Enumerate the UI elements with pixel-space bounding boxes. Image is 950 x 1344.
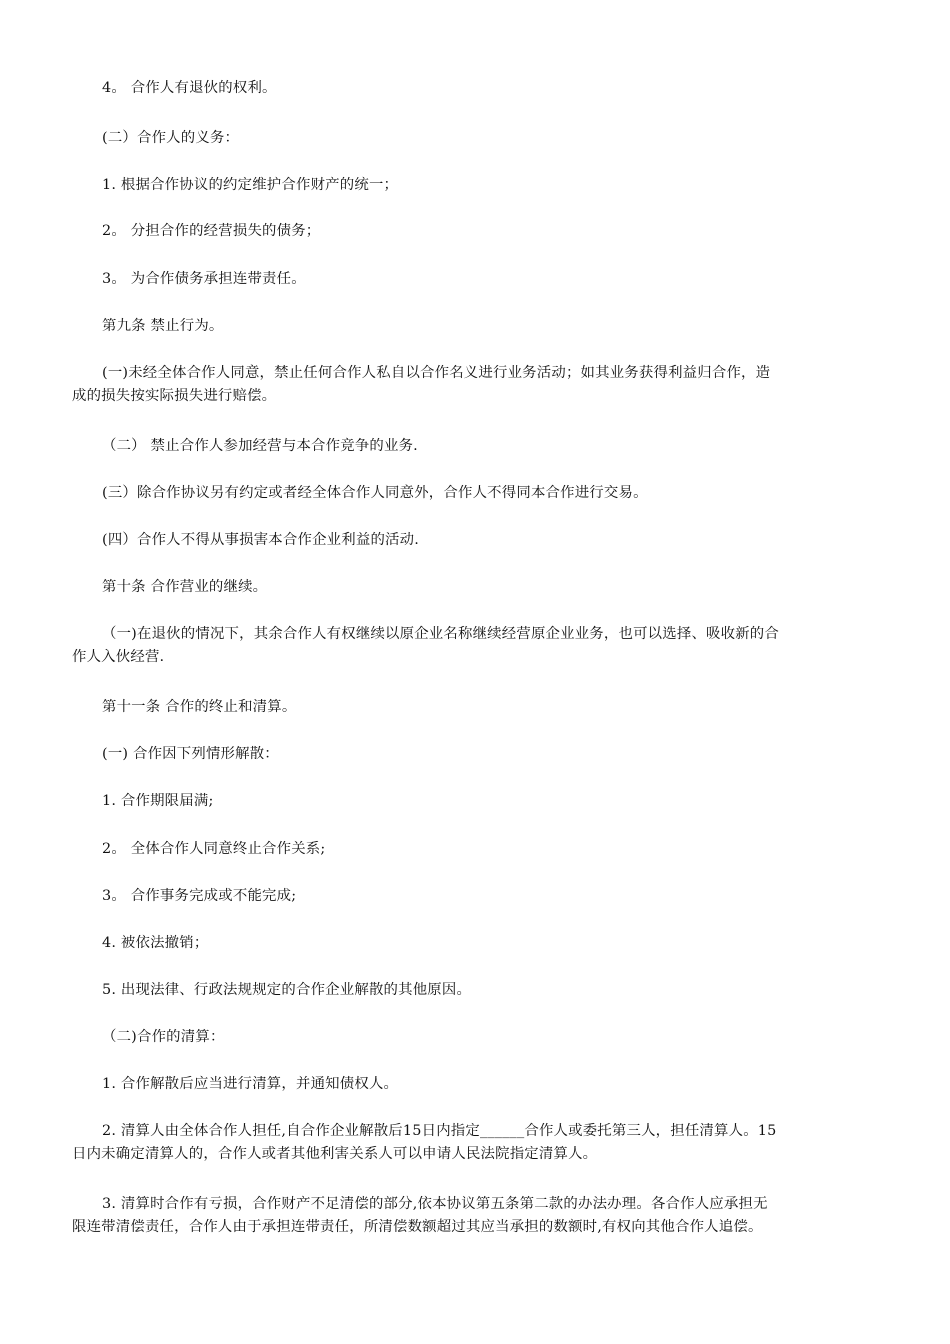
paragraph-line: 成的损失按实际损失进行赔偿。 (72, 388, 277, 404)
heading-article-10 (102, 576, 878, 599)
paragraph-text: 1. 根据合作协议的约定维护合作财产的统一； (102, 177, 399, 193)
paragraph-continuation-1 (72, 623, 880, 669)
paragraph-text: 第九条 禁止行为。 (102, 318, 224, 334)
paragraph-text: (四）合作人不得从事损害本合作企业利益的活动. (102, 532, 419, 548)
paragraph-line: 3. 清算时合作有亏损，合作财产不足清偿的部分,依本协议第五条第二款的办法办理。各合作人应承担无 (102, 1196, 768, 1212)
paragraph-text: (三）除合作协议另有约定或者经全体合作人同意外，合作人不得同本合作进行交易。 (102, 485, 648, 501)
paragraph-obligation-1 (102, 174, 878, 197)
paragraph-text: 5. 出现法律、行政法规规定的合作企业解散的其他原因。 (102, 982, 472, 998)
paragraph-dissolution-4 (102, 932, 878, 955)
paragraph-liquidation-1 (102, 1073, 878, 1096)
paragraph-dissolution-3 (102, 885, 878, 908)
paragraph-dissolution-heading (102, 743, 878, 766)
heading-article-9 (102, 315, 878, 338)
paragraph-text: （二） 禁止合作人参加经营与本合作竞争的业务. (102, 438, 418, 454)
heading-article-11 (102, 696, 878, 719)
paragraph-dissolution-5 (102, 979, 878, 1002)
paragraph-obligation-2 (102, 220, 878, 243)
paragraph-partner-right-withdraw (102, 77, 878, 100)
paragraph-line: 限连带清偿责任，合作人由于承担连带责任，所清偿数额超过其应当承担的数额时,有权向其他合作人追偿。 (72, 1219, 763, 1235)
paragraph-line: 作人入伙经营. (72, 649, 165, 665)
paragraph-text: 4. 被依法撤销； (102, 935, 209, 951)
paragraph-obligation-3 (102, 268, 878, 291)
paragraph-dissolution-1 (102, 790, 878, 813)
paragraph-liquidation-heading (102, 1026, 878, 1049)
paragraph-text: 4。 合作人有退伙的权利。 (102, 80, 277, 96)
paragraph-prohibition-3 (102, 482, 878, 505)
paragraph-dissolution-2 (102, 838, 878, 861)
paragraph-liquidation-3 (72, 1193, 880, 1239)
paragraph-line: （一)在退伙的情况下，其余合作人有权继续以原企业名称继续经营原企业业务，也可以选择、吸收新的合 (102, 626, 779, 642)
paragraph-text: 1. 合作解散后应当进行清算，并通知债权人。 (102, 1076, 399, 1092)
paragraph-line: 2. 清算人由全体合作人担任,自合作企业解散后15日内指定______合作人或委托第三人，担任清算人。15 (102, 1123, 777, 1139)
paragraph-text: (一) 合作因下列情形解散： (102, 746, 279, 762)
paragraph-prohibition-1 (72, 362, 880, 408)
paragraph-text: 2。 全体合作人同意终止合作关系; (102, 841, 326, 857)
paragraph-text: 3。 合作事务完成或不能完成; (102, 888, 297, 904)
paragraph-line: 日内未确定清算人的，合作人或者其他利害关系人可以申请人民法院指定清算人。 (72, 1146, 598, 1162)
paragraph-prohibition-4 (102, 529, 878, 552)
paragraph-text: 第十条 合作营业的继续。 (102, 579, 268, 595)
paragraph-text: 2。 分担合作的经营损失的债务； (102, 223, 321, 239)
paragraph-text: 3。 为合作债务承担连带责任。 (102, 271, 306, 287)
paragraph-text: （二)合作的清算： (102, 1029, 225, 1045)
paragraph-text: 第十一条 合作的终止和清算。 (102, 699, 297, 715)
paragraph-partner-obligations-heading (102, 127, 878, 150)
paragraph-line: (一)未经全体合作人同意，禁止任何合作人私自以合作名义进行业务活动；如其业务获得利益归合作，造 (102, 365, 771, 381)
paragraph-text: (二）合作人的义务： (102, 130, 240, 146)
paragraph-text: 1. 合作期限届满; (102, 793, 214, 809)
paragraph-liquidation-2 (72, 1120, 880, 1166)
paragraph-prohibition-2 (102, 435, 878, 458)
